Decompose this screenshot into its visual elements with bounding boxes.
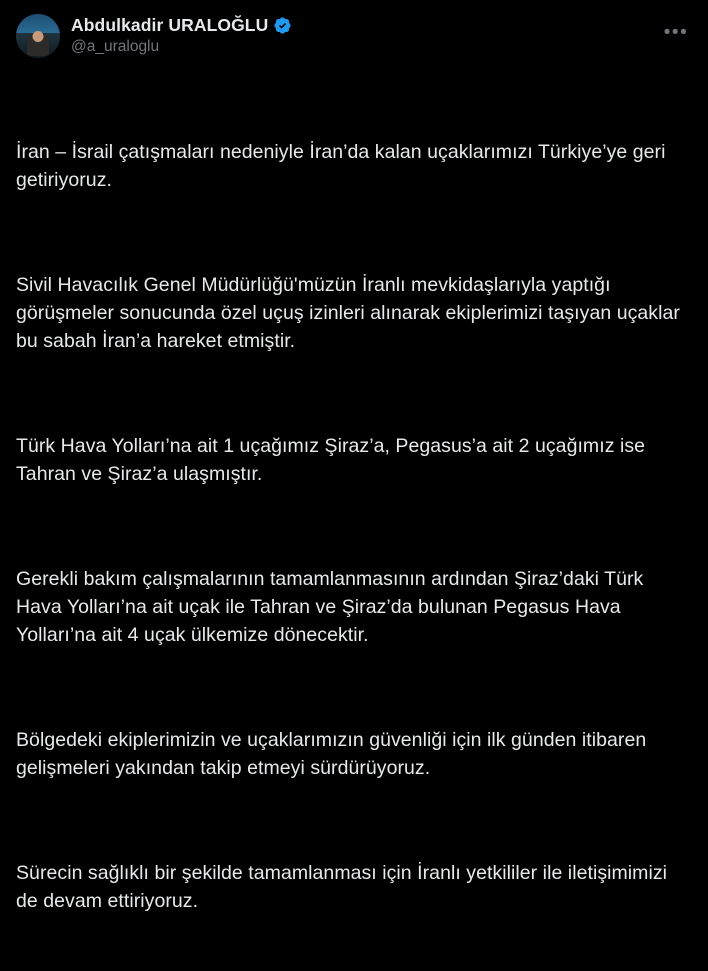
tweet-paragraph: Gerekli bakım çalışmalarının tamamlanmasının ardından Şiraz’daki Türk Hava Yolları’na ait uçak ile Tahran ve Şiraz’da bulunan Pegasus Hava Yolları’na ait 4 uçak ülkemize dönecektir. (16, 568, 649, 646)
tweet-text (16, 82, 692, 971)
author-display-name[interactable]: Abdulkadir URALOĞLU (71, 15, 269, 35)
tweet-paragraph: Sürecin sağlıklı bir şekilde tamamlanması için İranlı yetkililer ile iletişimimizi de devam ettiriyoruz. (16, 862, 673, 912)
tweet-header (16, 14, 692, 66)
author-name-block (71, 14, 649, 56)
tweet-paragraph: Sivil Havacılık Genel Müdürlüğü'müzün İranlı mevkidaşlarıyla yaptığı görüşmeler sonucunda özel uçuş izinleri alınarak ekiplerimizi taşıyan uçaklar bu sabah İran’a hareket etmiştir. (16, 274, 686, 352)
avatar-face (33, 31, 44, 42)
avatar[interactable] (16, 14, 60, 58)
verified-badge-icon (273, 16, 292, 35)
tweet-paragraph: Türk Hava Yolları’na ait 1 uçağımız Şiraz’a, Pegasus’a ait 2 uçağımız ise Tahran ve Şiraz’a ulaşmıştır. (16, 435, 651, 485)
tweet-paragraph: İran – İsrail çatışmaları nedeniyle İran’da kalan uçaklarımızı Türkiye’ye geri getiriyoruz. (16, 141, 671, 191)
author-name-row (71, 15, 649, 36)
author-handle[interactable]: @a_uraloglu (71, 38, 160, 55)
more-options-icon[interactable]: ••• (663, 21, 689, 43)
tweet-paragraph: Bölgedeki ekiplerimizin ve uçaklarımızın güvenliği için ilk günden itibaren gelişmeleri yakından takip etmeyi sürdürüyoruz. (16, 729, 652, 779)
